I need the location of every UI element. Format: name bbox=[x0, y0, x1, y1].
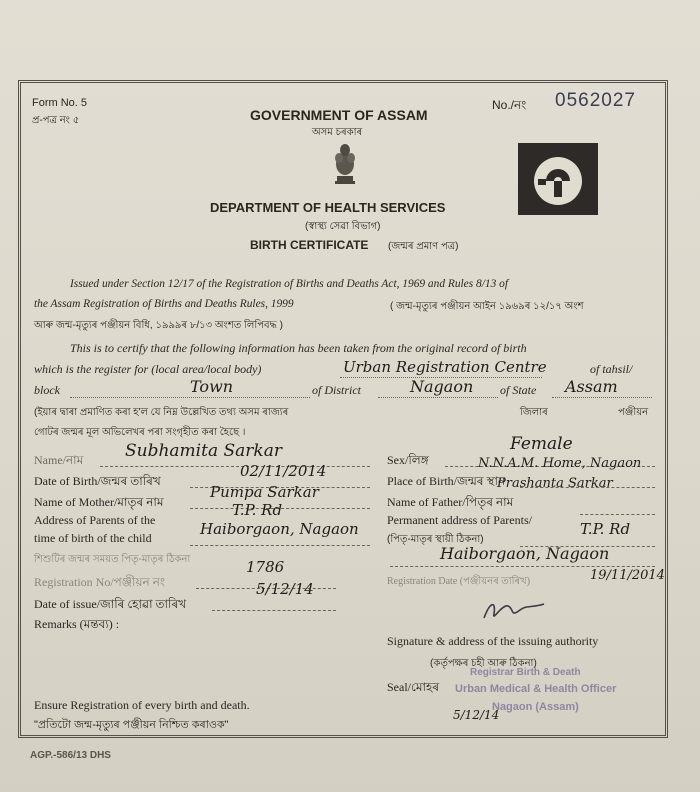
sex-label: Sex/লিঙ্গ bbox=[387, 453, 429, 467]
name-value: Subhamita Sarkar bbox=[125, 441, 282, 461]
signature-label: Signature & address of the issuing authority bbox=[387, 634, 599, 648]
certificate-title-assamese: (জন্মৰ প্ৰমাণ পত্ৰ) bbox=[388, 241, 459, 252]
district-label: of District bbox=[312, 383, 362, 397]
mother-value: Pumpa Sarkar bbox=[210, 483, 319, 501]
sex-value: Female bbox=[510, 434, 573, 454]
address-label-line2: time of birth of the child bbox=[34, 531, 152, 545]
department-title-assamese: (স্বাস্থ্য সেৱা বিভাগ) bbox=[305, 221, 381, 232]
permanent-address-value-line1: T.P. Rd bbox=[580, 520, 631, 538]
ensure-registration-assamese: "প্ৰতিটো জন্ম-মৃত্যুৰ পঞ্জীয়ন নিশ্চিত কৰাওক" bbox=[34, 719, 229, 731]
dob-value: 02/11/2014 bbox=[240, 462, 327, 480]
stamp-line-1: Registrar Birth & Death bbox=[470, 667, 581, 678]
place-of-birth-label: Place of Birth/জন্মৰ স্থান bbox=[387, 474, 506, 488]
government-title: GOVERNMENT OF ASSAM bbox=[250, 107, 428, 123]
issue-date-label: Date of issue/জাৰি হোৱা তাৰিখ bbox=[34, 597, 187, 611]
assamese-certify-line: (ইয়াৰ দ্বাৰা প্ৰমাণিত কৰা হ'ল যে নিম্ন উল্লেখিত তথ্য অসম ৰাজ্যৰ bbox=[34, 407, 289, 418]
registration-date-value: 19/11/2014 bbox=[590, 568, 665, 583]
registration-date-label: Registration Date (পঞ্জীয়নৰ তাৰিখ) bbox=[387, 576, 531, 587]
state-value: Assam bbox=[565, 377, 618, 396]
seal-date-value: 5/12/14 bbox=[453, 708, 500, 722]
local-body-value: Urban Registration Centre bbox=[343, 358, 547, 376]
health-services-logo-icon bbox=[518, 143, 598, 215]
address-label-assamese: শিশুটিৰ জন্মৰ সময়ত পিতৃ-মাতৃৰ ঠিকনা bbox=[34, 554, 191, 565]
stamp-line-3: Nagaon (Assam) bbox=[492, 701, 579, 713]
permanent-address-label: Permanent address of Parents/ bbox=[387, 513, 532, 527]
seal-label: Seal/মোহৰ bbox=[387, 680, 440, 694]
block-value: Town bbox=[190, 377, 234, 396]
address-value-line2: Haiborgaon, Nagaon bbox=[200, 520, 359, 538]
intro-line-3: আৰু জন্ম-মৃত্যুৰ পঞ্জীয়ন বিধি, ১৯৯৯ৰ ৮/১৩ অংশত লিপিবদ্ধ ) bbox=[34, 320, 283, 331]
dob-label: Date of Birth/জন্মৰ তাৰিখ bbox=[34, 474, 161, 488]
serial-label: No./নং bbox=[492, 98, 527, 112]
intro-line-2: the Assam Registration of Births and Deaths Rules, 1999 bbox=[34, 298, 294, 310]
serial-number: 0562027 bbox=[555, 90, 636, 111]
ensure-registration-text: Ensure Registration of every birth and death. bbox=[34, 698, 250, 712]
tahsil-label: of tahsil/ bbox=[590, 362, 633, 376]
national-emblem-icon bbox=[330, 140, 360, 188]
assamese-collected-line: গোটৰ জন্মৰ মূল অভিলেখৰ পৰা সংগৃহীত কৰা হৈছে । bbox=[34, 427, 246, 438]
print-reference: AGP.-586/13 DHS bbox=[30, 750, 111, 761]
father-value: Prashanta Sarkar bbox=[497, 476, 613, 491]
mother-label: Name of Mother/মাতৃৰ নাম bbox=[34, 495, 164, 509]
block-label: block bbox=[34, 383, 60, 397]
registration-number-value: 1786 bbox=[246, 558, 285, 576]
stamp-line-2: Urban Medical & Health Officer bbox=[455, 683, 617, 695]
place-of-birth-value: N.N.A.M. Home, Nagaon bbox=[478, 456, 642, 471]
intro-line-5: which is the register for (local area/local body) bbox=[34, 362, 262, 376]
intro-line-1: Issued under Section 12/17 of the Registration of Births and Deaths Act, 1969 and Rules 8/13 of bbox=[70, 278, 508, 290]
intro-line-2-assamese: ( জন্ম-মৃত্যুৰ পঞ্জীয়ন আইন ১৯৬৯ৰ ১২/১৭ অংশ bbox=[390, 301, 584, 312]
permanent-address-value-line2: Haiborgaon, Nagaon bbox=[440, 544, 610, 563]
signature-label-assamese: (কৰ্তৃপক্ষৰ চহী আৰু ঠিকনা) bbox=[430, 658, 537, 669]
intro-line-4: This is to certify that the following information has been taken from the original record of birth bbox=[70, 341, 527, 355]
certificate-title: BIRTH CERTIFICATE bbox=[250, 238, 369, 252]
form-number-assamese: প্ৰ-পত্ৰ নং ৫ bbox=[32, 115, 80, 126]
official-signature-icon bbox=[480, 596, 550, 626]
remarks-label: Remarks (মন্তব্য) : bbox=[34, 617, 120, 631]
address-label-line1: Address of Parents of the bbox=[34, 513, 156, 527]
form-number: Form No. 5 bbox=[32, 97, 88, 109]
state-label: of State bbox=[500, 383, 537, 397]
permanent-address-label-assamese: (পিতৃ-মাতৃৰ স্থায়ী ঠিকনা) bbox=[387, 534, 484, 545]
district-value: Nagaon bbox=[410, 377, 474, 396]
assamese-registration-word: পঞ্জীয়ন bbox=[618, 407, 649, 418]
government-title-assamese: অসম চৰকাৰ bbox=[312, 127, 363, 138]
name-label: Name/নাম bbox=[34, 453, 84, 467]
father-label: Name of Father/পিতৃৰ নাম bbox=[387, 495, 514, 509]
department-title: DEPARTMENT OF HEALTH SERVICES bbox=[210, 200, 446, 215]
assamese-district-word: জিলাৰ bbox=[520, 407, 548, 418]
issue-date-value: 5/12/14 bbox=[256, 580, 314, 598]
address-value-line1: T.P. Rd bbox=[232, 501, 283, 519]
registration-number-label: Registration No/পঞ্জীয়ন নং bbox=[34, 575, 166, 589]
